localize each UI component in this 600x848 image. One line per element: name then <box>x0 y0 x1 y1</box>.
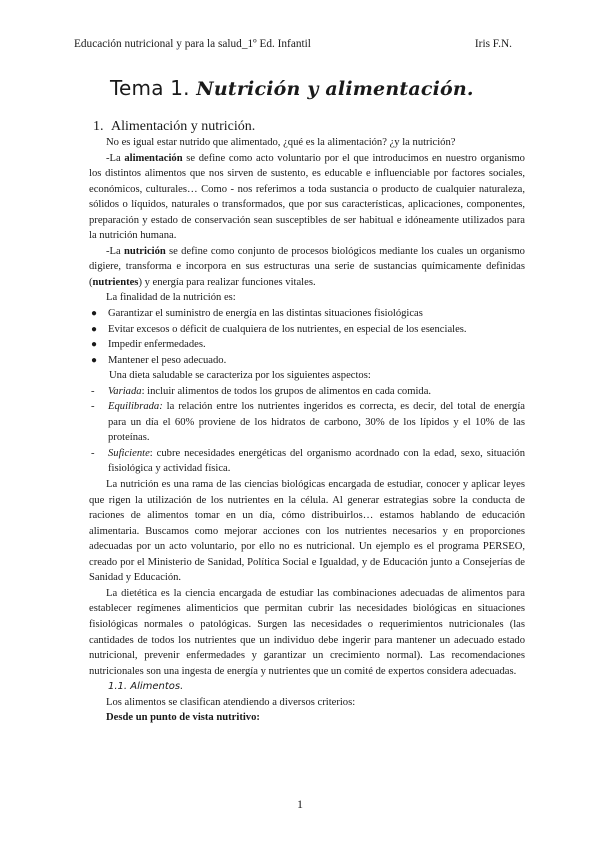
finalidad-list <box>89 306 525 368</box>
list-item: ● Garantizar el suministro de energía en las distintas situaciones fisiológicas <box>91 308 423 320</box>
paragraph-educacion-alimentaria: La nutrición es una rama de las ciencias biológicas encargada de estudiar, conocer y aplicar leyes que rigen la utilización de los nutrientes en la célula. Al generar estrategias sobre la conducta de raciones de alimentos tomar en un día, cómo distribuirlos… estamos hablando de educación alimentaria. Buscamos como mejorar acciones con los nutrientes necesarios y en proporciones adecuadas por un acto voluntario, por ello no es nutricional. Un ejemplo es el programa PERSEO, creado por el Ministerio de Sanidad, Política Social e Igualdad, y de Educación junto a Consejerías de Sanidad y Educación. <box>89 479 525 584</box>
page-number: 1 <box>297 797 303 811</box>
title-sub: Nutrición y alimentación. <box>196 78 474 100</box>
dieta-list <box>89 384 525 477</box>
section-number: 1. <box>93 119 104 134</box>
term-nutricion: nutrición <box>123 245 166 257</box>
page-header <box>74 38 512 54</box>
header-author: Iris F.N. <box>474 38 512 50</box>
paragraph-nutricion: -La nutrición se define como conjunto de procesos biológicos mediante los cuales un organismo digiere, transforma e incorpora en sus estructuras una serie de sustancias químicamente definidas (nutrientes) y energía para realizar funciones vitales. <box>89 245 525 288</box>
term-nutrientes: nutrientes <box>92 276 139 288</box>
list-item: - Variada: incluir alimentos de todos los grupos de alimentos en cada comida. <box>91 385 432 397</box>
subsection-heading: 1.1. Alimentos. <box>108 681 184 693</box>
page-title <box>110 76 474 100</box>
section-heading <box>93 118 525 135</box>
intro-question: No es igual estar nutrido que alimentado, ¿qué es la alimentación? ¿y la nutrición? <box>106 137 456 148</box>
list-item: ● Impedir enfermedades. <box>91 339 206 351</box>
paragraph-dietetica: La dietética es la ciencia encargada de estudiar las combinaciones adecuadas de alimentos para establecer regímenes alimenticios que permitan cubrir las necesidades biológicas en situaciones fisiológicas normales o patológicas. Surgen las necesidades o requerimientos nutricionales (las cantidades de todos los nutrientes que un individuo debe ingerir para mantener un adecuado estado nutricional, prevenir enfermedades y garantizar un crecimiento normal). Las recomendaciones nutricionales son una ingesta de energía y nutrientes que un comité de expertos considera adecuadas. <box>89 587 525 677</box>
list-item: - Equilibrada: la relación entre los nutrientes ingeridos es correcta, es decir, del total de energía para un día el 60% proviene de los hidratos de carbono, 30% de los lípidos y el 10% de las proteínas. <box>91 401 525 444</box>
section-title: Alimentación y nutrición. <box>111 119 256 134</box>
document-body <box>89 118 525 726</box>
term-alimentacion: alimentación <box>124 152 183 164</box>
list-item: ● Mantener el peso adecuado. <box>91 354 227 366</box>
header-course: Educación nutricional y para la salud_1º Ed. Infantil <box>74 38 311 50</box>
paragraph-alimentacion: -La alimentación se define como acto voluntario por el que introducimos en nuestro organismo los distintos alimentos que nos sirven de sustento, es educable e influenciable por factores sociales, económicos, culturales… Como - nos referimos a toda sustancia o producto de cualquier naturaleza, sólidos o líquidos, naturales o transformados, que por sus características, aplicaciones, componentes, preparación y estado de conservación sean susceptibles de ser habitual e idóneamente utilizados para la nutrición humana. <box>89 152 525 242</box>
subsection-intro: Los alimentos se clasifican atendiendo a diversos criterios: <box>106 696 356 708</box>
subsection-bold-line: Desde un punto de vista nutritivo: <box>106 712 260 724</box>
dieta-intro: Una dieta saludable se caracteriza por los siguientes aspectos: <box>109 370 371 382</box>
list-item: - Suficiente: cubre necesidades energéticas del organismo acordnado con la edad, sexo, situación fisiológica y actividad física. <box>91 447 525 475</box>
list-item: ● Evitar excesos o déficit de cualquiera de los nutrientes, en especial de los esenciales. <box>91 323 467 335</box>
title-main: Tema 1. <box>110 76 190 100</box>
finalidad-intro: La finalidad de la nutrición es: <box>106 292 236 304</box>
